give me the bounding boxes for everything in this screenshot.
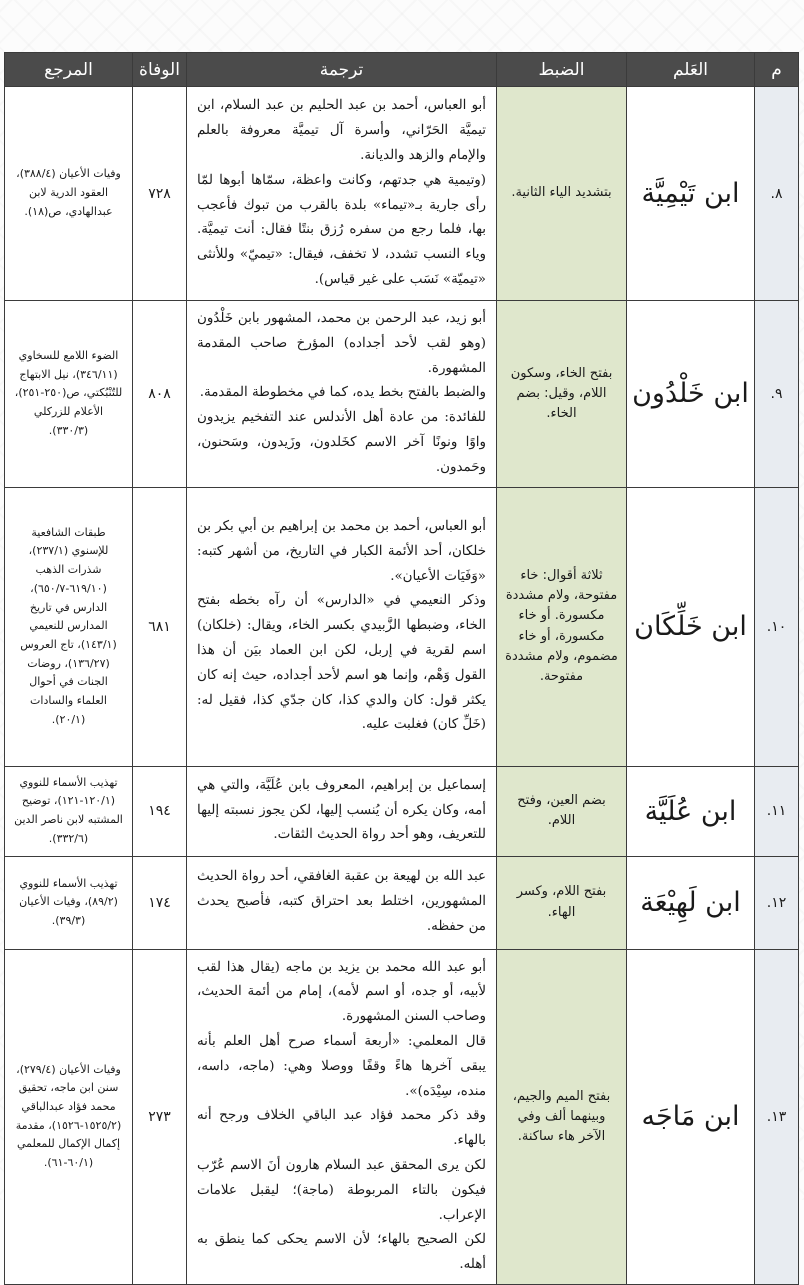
biography-paragraph: وقد ذكر محمد فؤاد عبد الباقي الخلاف ورجح أنه بالهاء.	[197, 1108, 486, 1149]
table-row	[5, 856, 799, 949]
biography	[187, 487, 497, 766]
table-row	[5, 487, 799, 766]
scholar-name: ابن عُلَيَّة	[627, 766, 755, 856]
biography-paragraph: أبو العباس، أحمد بن محمد بن إبراهيم بن أبي بكر بن خلكان، أحد الأئمة الكبار في التاريخ، من أشهر كتبه: «وَفَيَات الأعيان».	[197, 518, 486, 584]
header-name: العَلم	[627, 53, 755, 87]
biography-paragraph: لكن الصحيح بالهاء؛ لأن الاسم يحكى كما ينطق به أهله.	[197, 1232, 486, 1273]
biography-paragraph: إسماعيل بن إبراهيم، المعروف بابن عُلَيَّة، والتي هي أمه، وكان يكره أن يُنسب إليها، لكن يجوز نسبته إليها للتعريف، وهو أحد رواة الحديث الثقات.	[197, 777, 486, 843]
header-death: الوفاة	[133, 53, 187, 87]
pronunciation: بتشديد الياء الثانية.	[497, 87, 627, 301]
biography-paragraph: أبو عبد الله محمد بن يزيد بن ماجه (يقال هذا لقب لأبيه، أو جده، أو اسم لأمه)، إمام من أئمة الحديث، وصاحب السنن المشهورة.	[197, 959, 486, 1025]
header-dabt: الضبط	[497, 53, 627, 87]
death-year: ٨٠٨	[133, 301, 187, 488]
row-number: ١٣.	[755, 949, 799, 1284]
table-row	[5, 301, 799, 488]
biography-paragraph: للفائدة: من عادة أهل الأندلس عند التفخيم يزيدون واوًا ونونًا آخر الاسم كخَلدون، وزَيدون، وسَحنون، وحَمدون.	[197, 410, 486, 475]
biography	[187, 87, 497, 301]
reference: طبقات الشافعية للإسنوي (٢٣٧/١)، شذرات الذهب (٦١٩/١٠-٦٥٠/٧)، الدارس في تاريخ المدارس للنعيمي (١٤٣/١)، تاج العروس (١٣٦/٢٧)، روضات الجنات في أحوال العلماء والسادات (٢٠/١).	[5, 487, 133, 766]
row-number: ١٢.	[755, 856, 799, 949]
pronunciation: بضم العين، وفتح اللام.	[497, 766, 627, 856]
biography-paragraph: (وتيمية هي جدتهم، وكانت واعظة، سمّاها أبوها لمّا رأى جارية بـ«تيماء» بلدة بالقرب من تبوك فأعجب بها، فلما رجع من سفره رُزق بنتًا فقال: أنت تيميَّة. وياء النسب تشدد، لا تخفف، فيقال: «تيميّ» وللأنثى «تيميّة» نَسَب على غير قياس).	[197, 172, 486, 287]
row-number: ١١.	[755, 766, 799, 856]
table-row	[5, 766, 799, 856]
scholar-name: ابن مَاجَه	[627, 949, 755, 1284]
scholar-name: ابن تَيْمِيَّة	[627, 87, 755, 301]
biography	[187, 949, 497, 1284]
pronunciation: بفتح الميم والجيم، وبينهما ألف وفي الآخر هاء ساكنة.	[497, 949, 627, 1284]
biography-paragraph: وذكر النعيمي في «الدارس» أن رآه بخطه بفتح الخاء، وضبطها الزَّبيدي بكسر الخاء، ويقال: (خلكان) اسم لقرية في إربل، لكن ابن العماد بيَن أن هذا القول وَهْم، وإنما هو اسم لأحد أجداده، حيث إنه كان يكثر قول: كان والدي كذا، كان جدّي كذا، فقيل له: (خَلِّ كان) فغلبت عليه.	[197, 593, 486, 733]
reference: الضوء اللامع للسخاوي (٣٤٦/١١)، نيل الابتهاج للتُنْبُكتي، ص(٢٥٠-٢٥١)، الأعلام للزركلي (٣٣٠/٣).	[5, 301, 133, 488]
pronunciation: بفتح اللام، وكسر الهاء.	[497, 856, 627, 949]
row-number: ١٠.	[755, 487, 799, 766]
death-year: ١٧٤	[133, 856, 187, 949]
scholar-name: ابن لَهِيْعَة	[627, 856, 755, 949]
scholars-table	[4, 52, 799, 1285]
biography-paragraph: عبد الله بن لهيعة بن عقبة الغافقي، أحد رواة الحديث المشهورين، اختلط بعد احتراق كتبه، فأصبح يحدث من حفظه.	[197, 869, 486, 934]
biography-paragraph: والضبط بالفتح بخط يده، كما في مخطوطة المقدمة.	[199, 385, 486, 401]
table-row	[5, 949, 799, 1284]
reference: تهذيب الأسماء للنووي (٨٩/٢)، وفيات الأعيان (٣٩/٣).	[5, 856, 133, 949]
reference: وفيات الأعيان (٢٧٩/٤)، سنن ابن ماجه، تحقيق محمد فؤاد عبدالباقي (١٥٢٥/٢-١٥٢٦)، مقدمة إكمال الإكمال للمعلمي (٦٠/١-٦١).	[5, 949, 133, 1284]
death-year: ٧٢٨	[133, 87, 187, 301]
scholar-name: ابن خَلْدُون	[627, 301, 755, 488]
biography-paragraph: لكن يرى المحقق عبد السلام هارون أنَ الاسم عُرّب فيكون بالتاء المربوطة (ماجة)؛ ليقبل علامات الإعراب.	[197, 1157, 486, 1223]
table-header-row	[5, 53, 799, 87]
reference: وفيات الأعيان (٣٨٨/٤)، العقود الدرية لابن عبدالهادي، ص(١٨).	[5, 87, 133, 301]
row-number: ٨.	[755, 87, 799, 301]
biography-paragraph: أبو العباس، أحمد بن عبد الحليم بن عبد السلام، ابن تيميَّة الحَرّاني، وأسرة آل تيميَّة معروفة بالعلم والإمام والزهد والديانة.	[197, 98, 486, 163]
header-num: م	[755, 53, 799, 87]
reference: تهذيب الأسماء للنووي (١٢٠/١-١٢١)، توضيح المشتبه لابن ناصر الدين (٣٣٢/٦).	[5, 766, 133, 856]
scholar-name: ابن خَلِّكَان	[627, 487, 755, 766]
table-row	[5, 87, 799, 301]
biography	[187, 301, 497, 488]
pronunciation: ثلاثة أقوال: خاء مفتوحة، ولام مشددة مكسورة. أو خاء مكسورة، أو خاء مضموم، ولام مشددة مفتوحة.	[497, 487, 627, 766]
biography-paragraph: قال المعلمي: «أربعة أسماء صرح أهل العلم بأنه يبقى آخرها هاءً وقفًا ووصلا وهي: (ماجه، داسه، منده، سِيْدَه)».	[197, 1033, 486, 1099]
header-tarjama: ترجمة	[187, 53, 497, 87]
death-year: ٦٨١	[133, 487, 187, 766]
row-number: ٩.	[755, 301, 799, 488]
death-year: ٢٧٣	[133, 949, 187, 1284]
biography	[187, 856, 497, 949]
death-year: ١٩٤	[133, 766, 187, 856]
biography	[187, 766, 497, 856]
biography-paragraph: أبو زيد، عبد الرحمن بن محمد، المشهور بابن خَلْدُون (وهو لقب لأحد أجداده) المؤرخ صاحب المقدمة المشهورة.	[197, 311, 486, 376]
pronunciation: بفتح الخاء، وسكون اللام، وقيل: بضم الخاء.	[497, 301, 627, 488]
header-ref: المرجع	[5, 53, 133, 87]
